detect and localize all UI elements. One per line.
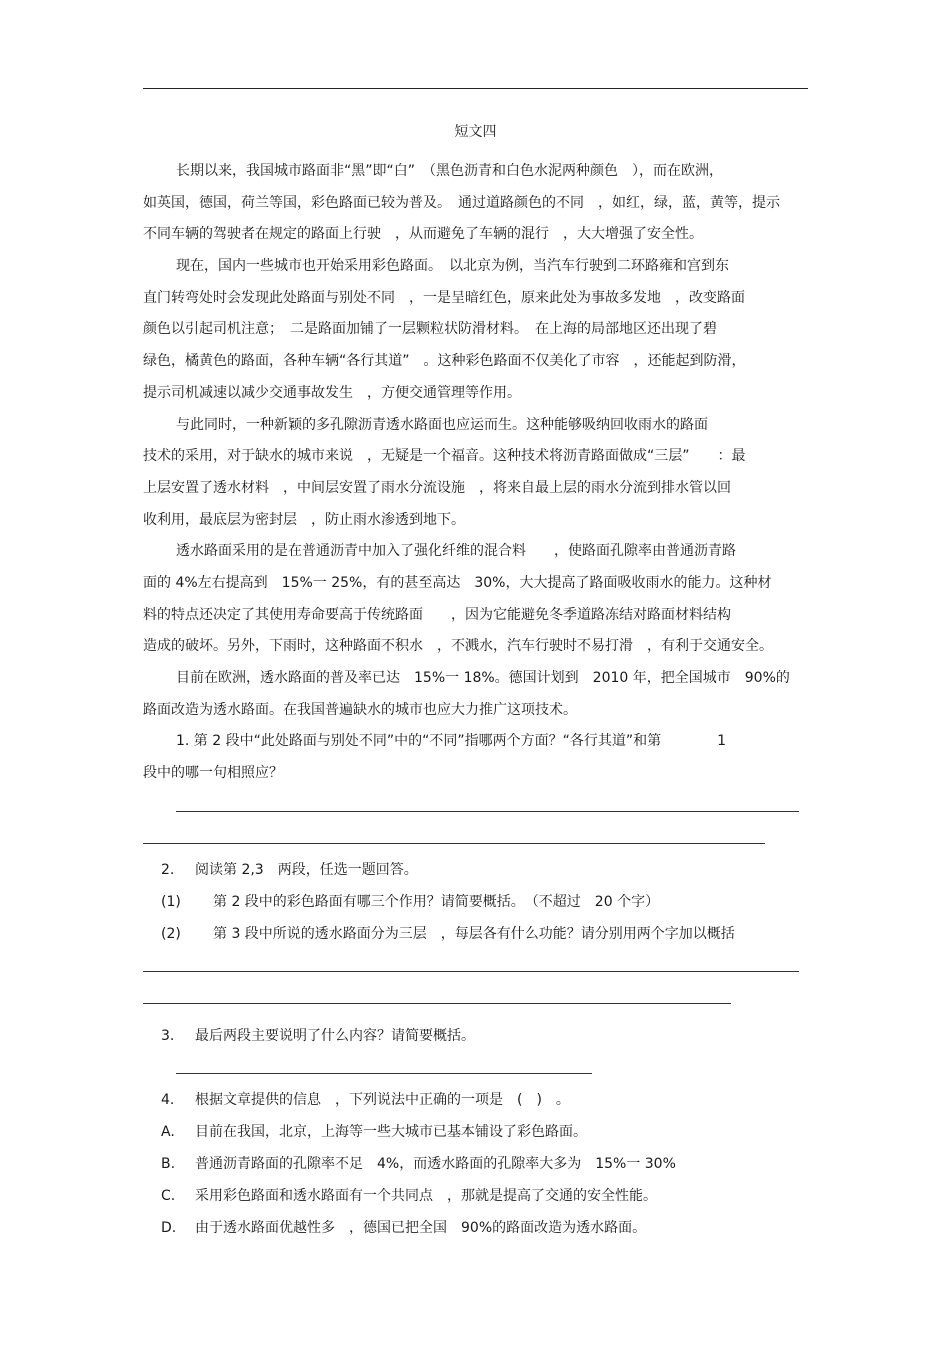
question-1	[143, 726, 808, 853]
page-title: 短文四	[454, 124, 497, 140]
sub-question-text: 第 3 段中所说的透水路面分为三层 ，每层各有什么功能？请分别用两个字加以概括	[213, 925, 735, 942]
question-number: 3.	[161, 1027, 175, 1044]
paragraph-3	[143, 410, 808, 537]
option-label: D.	[161, 1219, 177, 1236]
text-line: 上层安置了透水材料 ，中间层安置了雨水分流设施 ，将来自最上层的雨水分流到排水管以回	[143, 479, 731, 496]
text-line: 不同车辆的驾驶者在规定的路面上行驶 ，从而避免了车辆的混行 ，大大增强了安全性。	[143, 226, 703, 243]
text-line: 路面改造为透水路面。在我国普遍缺水的城市也应大力推广这项技术。	[143, 701, 577, 718]
text-line: 造成的破坏。另外，下雨时，这种路面不积水 ，不溅水，汽车行驶时不易打滑 ，有利于交通安全。	[143, 638, 773, 655]
text-line: 与此同时，一种新颖的多孔隙沥青透水路面也应运而生。这种能够吸纳回收雨水的路面	[176, 416, 708, 433]
option-text: 采用彩色路面和透水路面有一个共同点 ，那就是提高了交通的安全性能。	[195, 1187, 657, 1204]
option-d[interactable]	[143, 1212, 808, 1244]
document-page	[143, 118, 808, 1244]
option-label: A.	[161, 1123, 175, 1140]
question-text: 1. 第 2 段中“此处路面与别处不同”中的“不同”指哪两个方面？“各行其道”和第 1	[176, 733, 727, 750]
text-line: 现在，国内一些城市也开始采用彩色路面。 以北京为例，当汽车行驶到二环路雍和宫到东	[176, 258, 729, 275]
option-c[interactable]	[143, 1180, 808, 1212]
answer-line[interactable]	[143, 982, 808, 1014]
sub-question-label: (2)	[161, 925, 181, 942]
text-line: 提示司机减速以减少交通事故发生 ，方便交通管理等作用。	[143, 384, 521, 401]
text-line: 直门转弯处时会发现此处路面与别处不同 ，一是呈暗红色，原来此处为事故多发地 ，改变路面	[143, 289, 745, 306]
paragraph-5	[143, 663, 808, 726]
top-rule	[143, 88, 808, 89]
question-number: 2.	[161, 861, 175, 878]
text-line: 收利用，最底层为密封层 ，防止雨水渗透到地下。	[143, 511, 465, 528]
answer-line[interactable]	[143, 950, 808, 982]
text-line: 透水路面采用的是在普通沥青中加入了强化纤维的混合料 ，使路面孔隙率由普通沥青路	[176, 543, 736, 560]
question-number: 4.	[161, 1091, 175, 1108]
text-line: 绿色，橘黄色的路面，各种车辆“各行其道” 。这种彩色路面不仅美化了市容 ，还能起到防滑，	[143, 353, 746, 370]
sub-question-text: 第 2 段中的彩色路面有哪三个作用？请简要概括。 （不超过 20 个字）	[213, 893, 660, 910]
option-b[interactable]	[143, 1148, 808, 1180]
text-line: 技术的采用，对于缺水的城市来说 ，无疑是一个福音。这种技术将沥青路面做成“三层” ：最	[143, 448, 746, 465]
option-label: B.	[161, 1155, 176, 1172]
option-a[interactable]	[143, 1116, 808, 1148]
answer-line[interactable]	[143, 790, 808, 822]
question-text: 最后两段主要说明了什么内容？请简要概括。	[195, 1027, 475, 1044]
question-text: 段中的哪一句相照应？	[143, 765, 283, 782]
paragraph-1	[143, 156, 808, 251]
question-text: 阅读第 2,3 两段，任选一题回答。	[195, 861, 418, 878]
paragraph-4	[143, 536, 808, 663]
text-line: 长期以来，我国城市路面非“黑”即“白” （黑色沥青和白色水泥两种颜色 ），而在欧洲，	[176, 163, 724, 179]
paragraph-2	[143, 251, 808, 409]
text-line: 如英国，德国，荷兰等国，彩色路面已较为普及。 通过道路颜色的不同 ，如红，绿，蓝，黄等，提示	[143, 194, 780, 211]
question-text: 根据文章提供的信息 ，下列说法中正确的一项是 ( ) 。	[195, 1091, 570, 1108]
answer-line[interactable]	[143, 1052, 808, 1084]
question-3	[143, 1020, 808, 1084]
answer-line[interactable]	[143, 822, 808, 854]
text-line: 面的 4%左右提高到 15%一 25%，有的甚至高达 30%，大大提高了路面吸收雨水的能力。这种材	[143, 574, 772, 591]
sub-question-label: (1)	[161, 893, 181, 910]
option-label: C.	[161, 1187, 176, 1204]
question-4	[143, 1084, 808, 1244]
option-text: 目前在我国，北京，上海等一些大城市已基本铺设了彩色路面。	[195, 1123, 587, 1140]
option-text: 由于透水路面优越性多 ，德国已把全国 90%的路面改造为透水路面。	[195, 1219, 647, 1236]
text-line: 目前在欧洲，透水路面的普及率已达 15%一 18%。德国计划到 2010 年，把全国城市 90%的	[176, 670, 790, 686]
text-line: 颜色以引起司机注意； 二是路面加铺了一层颗粒状防滑材料。 在上海的局部地区还出现了碧	[143, 321, 717, 338]
option-text: 普通沥青路面的孔隙率不足 4%，而透水路面的孔隙率大多为 15%一 30%	[195, 1155, 676, 1172]
text-line: 料的特点还决定了其使用寿命要高于传统路面 ，因为它能避免冬季道路冻结对路面材料结构	[143, 606, 731, 623]
question-2	[143, 854, 808, 1014]
